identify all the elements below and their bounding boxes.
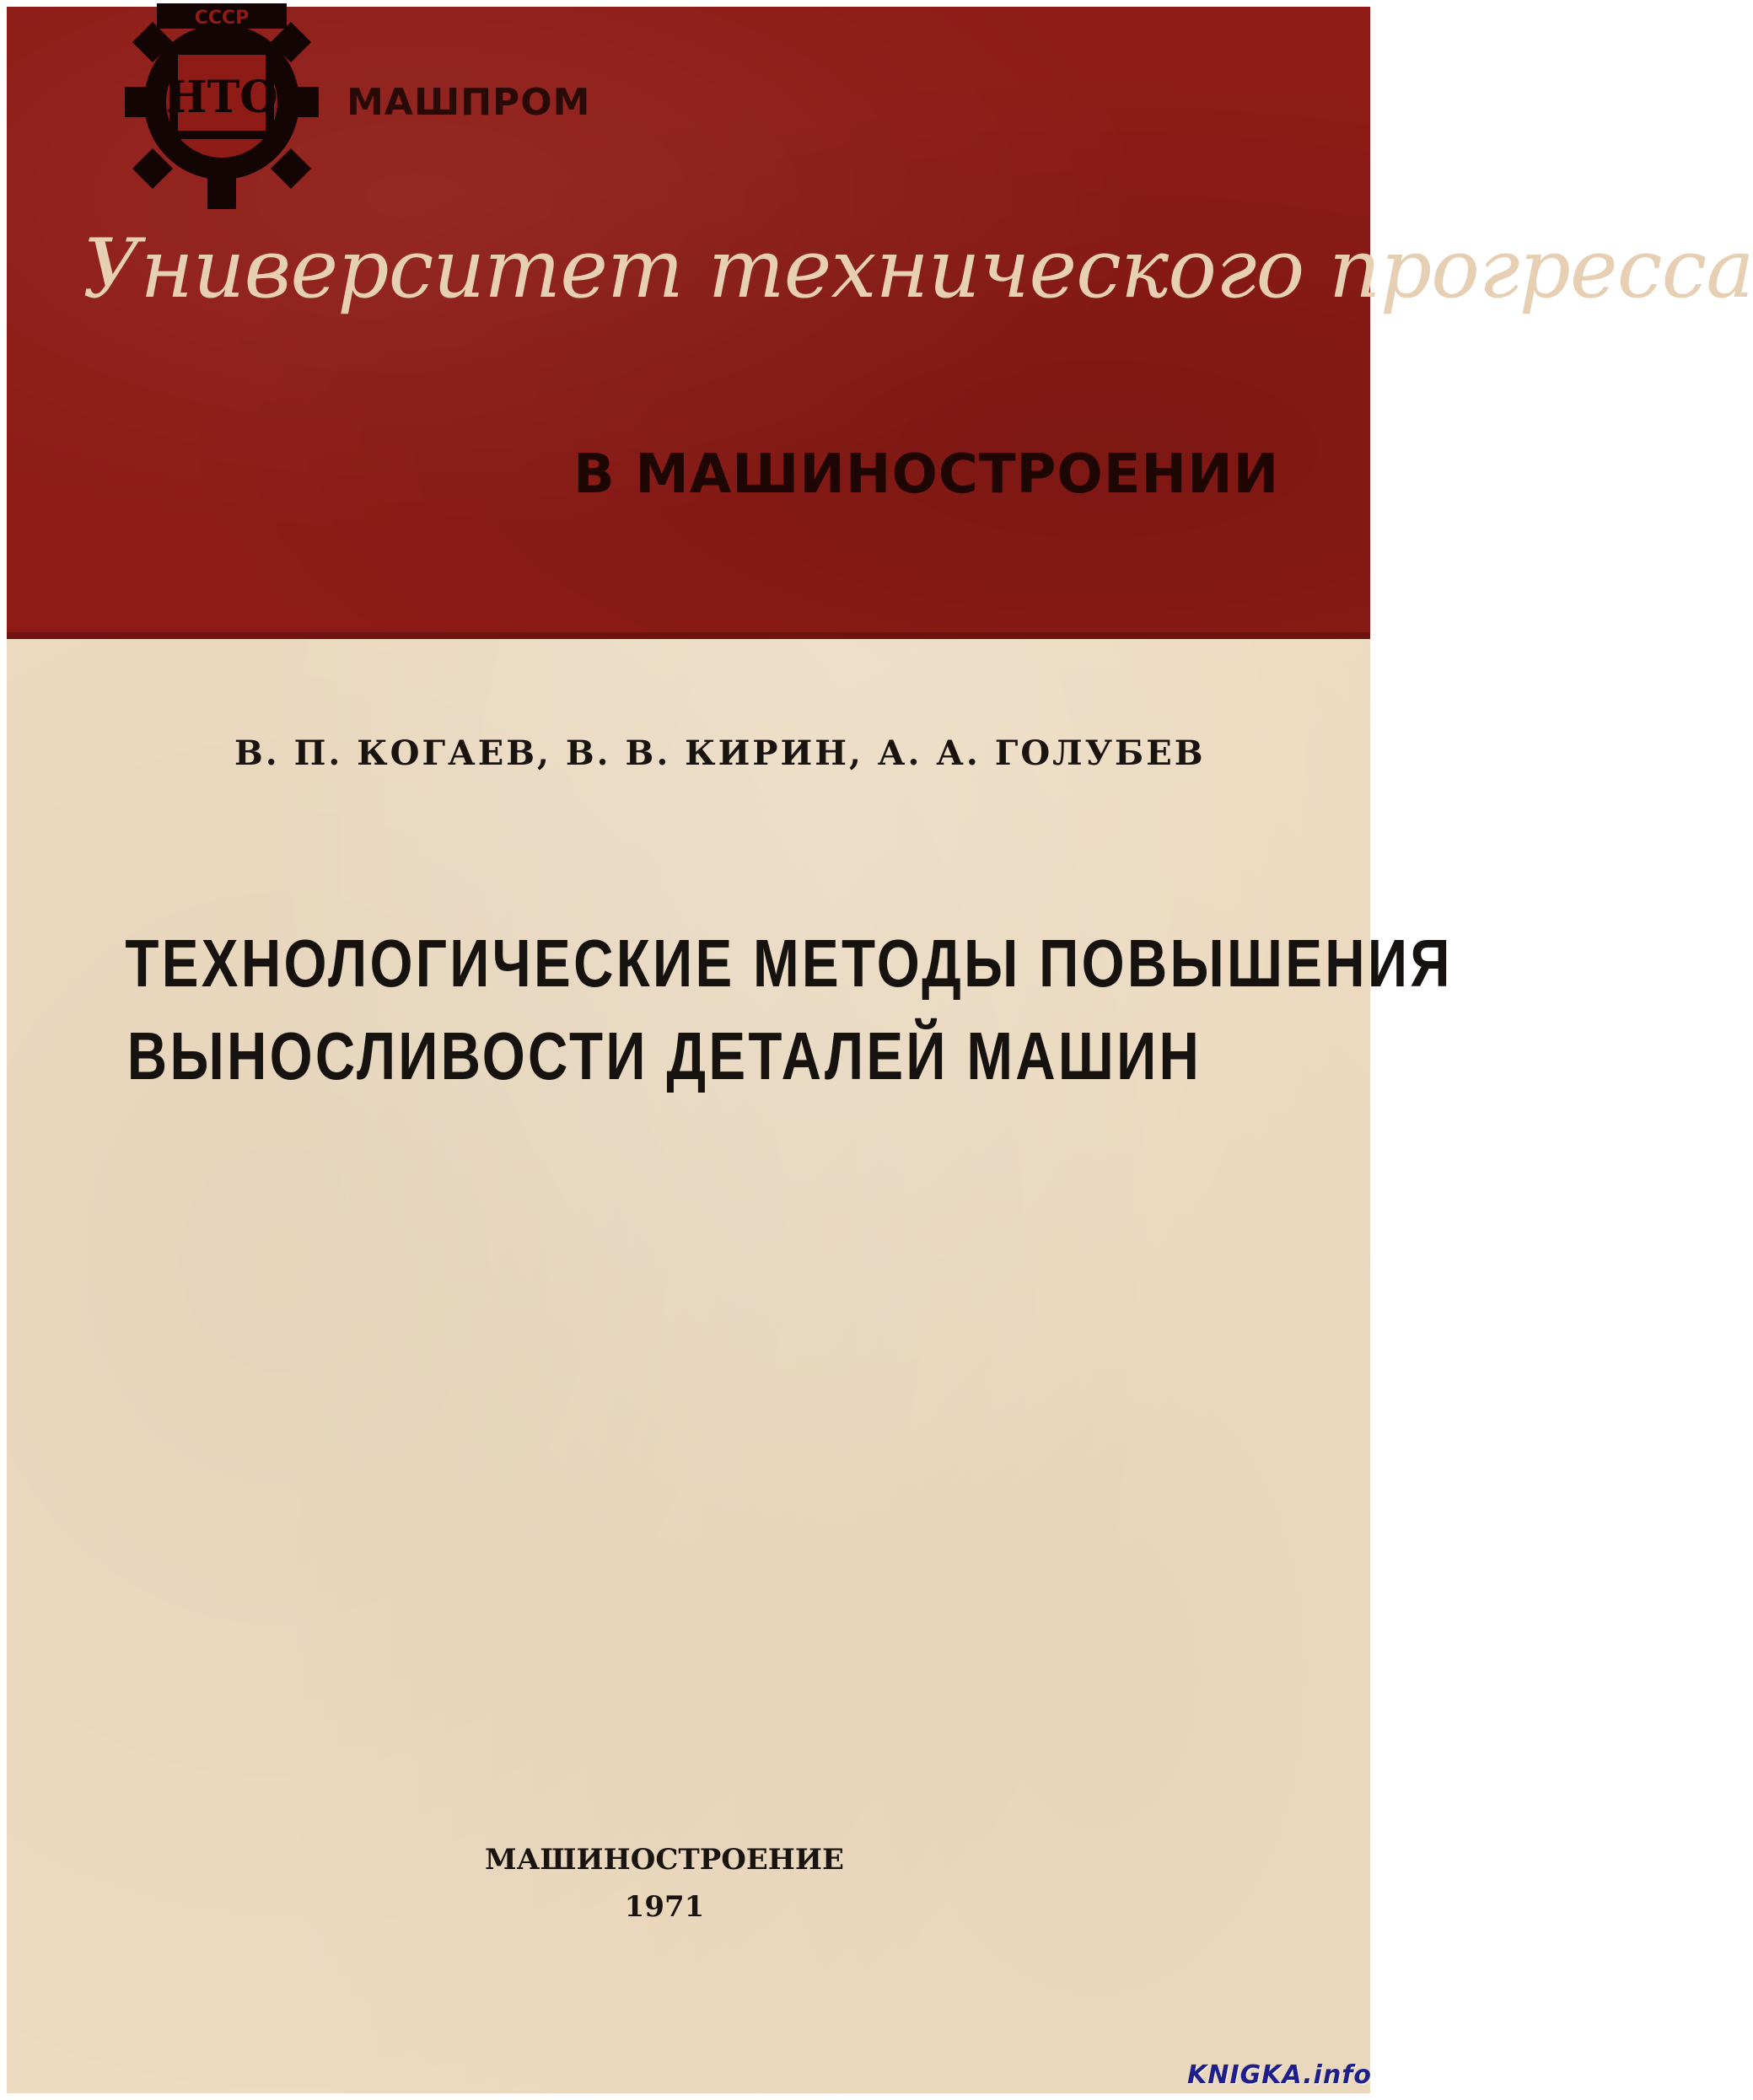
- series-script-title: Университет технического прогресса: [83, 222, 1753, 316]
- gear-emblem-icon: [108, 7, 336, 209]
- book-cover: [7, 7, 1753, 2093]
- book-title-line-1: ТЕХНОЛОГИЧЕСКИЕ МЕТОДЫ ПОВЫШЕНИЯ: [125, 926, 1453, 1001]
- book-title: [125, 917, 1453, 1103]
- publisher-mark: МАШПРОМ: [347, 81, 591, 124]
- emblem-logo-text: НТО: [165, 72, 278, 123]
- series-subtitle: В МАШИНОСТРОЕНИИ: [573, 443, 1280, 506]
- series-band: [7, 7, 1753, 639]
- book-title-line-2: ВЫНОСЛИВОСТИ ДЕТАЛЕЙ МАШИН: [126, 1018, 1202, 1093]
- imprint: [7, 1836, 1322, 1931]
- watermark: KNIGKA.info: [1187, 2060, 1372, 2090]
- gear-tooth: [207, 175, 236, 209]
- authors-line: В. П. КОГАЕВ, В. В. КИРИН, А. А. ГОЛУБЕВ: [234, 733, 1206, 773]
- emblem-top-text: СССР: [194, 8, 250, 29]
- imprint-publisher: МАШИНОСТРОЕНИЕ: [485, 1843, 844, 1877]
- imprint-year: 1971: [624, 1890, 705, 1924]
